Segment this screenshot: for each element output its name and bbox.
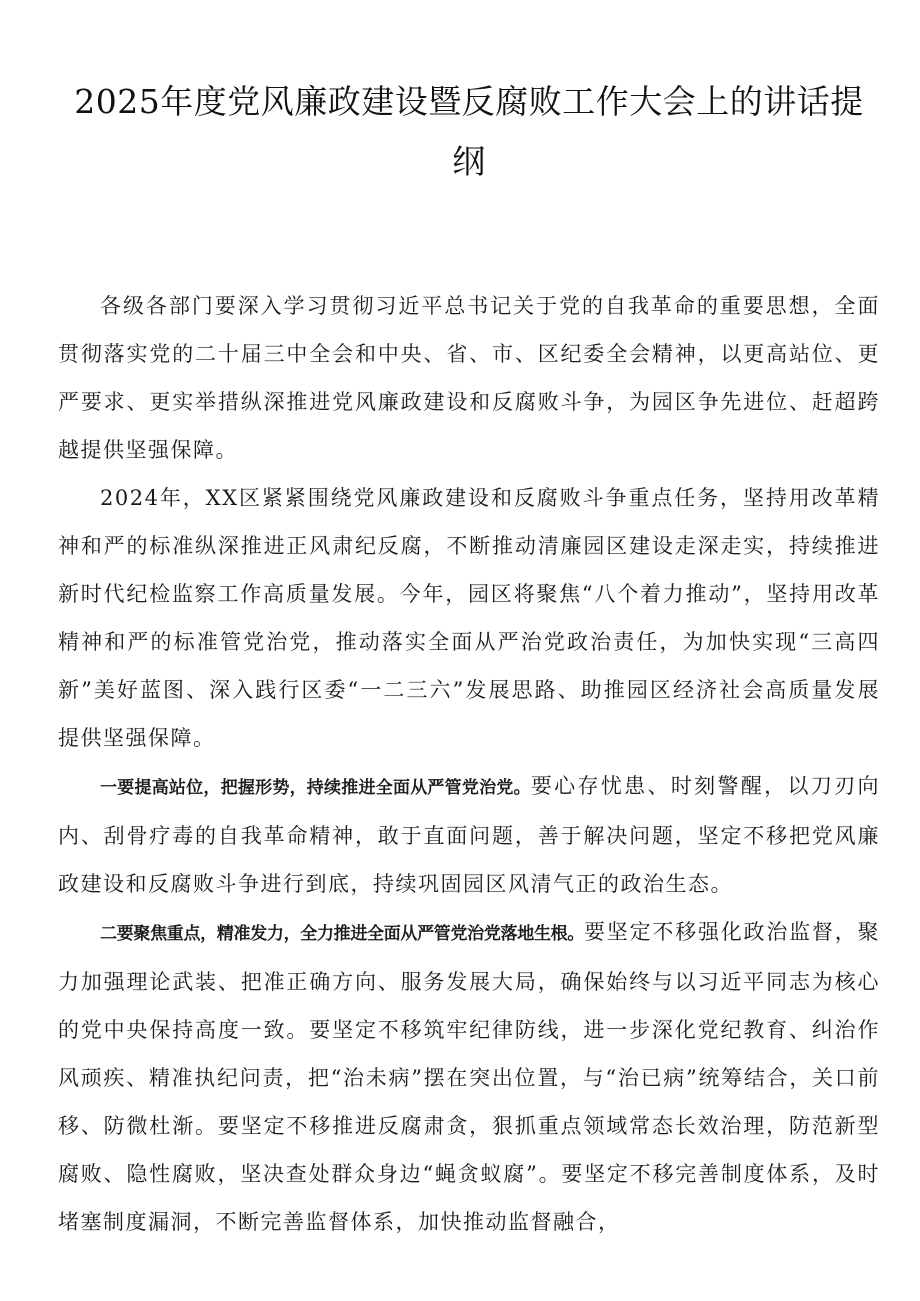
document-page xyxy=(58,72,880,1246)
paragraph-text: 要坚定不移强化政治监督，聚力加强理论武装、把准正确方向、服务发展大局，确保始终与以习近平同志为核心的党中央保持高度一致。要坚定不移筑牢纪律防线，进一步深化党纪教育、纠治作风顽疾、精准执纪问责，把“治未病”摆在突出位置，与“治已病”统筹结合，关口前移、防微杜渐。要坚定不移推进反腐肃贪，狠抓重点领域常态长效治理，防范新型腐败、隐性腐败，坚决查处群众身边“蝇贪蚁腐”。要坚定不移完善制度体系，及时堵塞制度漏洞，不断完善监督体系，加快推动监督融合， xyxy=(58,920,880,1234)
paragraph-intro xyxy=(58,282,880,474)
paragraph-point-two xyxy=(58,908,880,1246)
paragraph-lead-heading: 一要提高站位，把握形势，持续推进全面从严管党治党。 xyxy=(100,778,531,798)
document-body xyxy=(58,282,880,1246)
paragraph-point-one xyxy=(58,762,880,908)
paragraph-lead-heading: 二要聚焦重点，精准发力，全力推进全面从严管党治党落地生根。 xyxy=(100,924,585,944)
paragraph-text: 2024年，XX区紧紧围绕党风廉政建设和反腐败斗争重点任务，坚持用改革精神和严的标准纵深推进正风肃纪反腐，不断推动清廉园区建设走深走实，持续推进新时代纪检监察工作高质量发展。今年，园区将聚焦“八个着力推动”，坚持用改革精神和严的标准管党治党，推动落实全面从严治党政治责任，为加快实现“三高四新”美好蓝图、深入践行区委“一二三六”发展思路、助推园区经济社会高质量发展提供坚强保障。 xyxy=(58,486,880,750)
paragraph-text: 各级各部门要深入学习贯彻习近平总书记关于党的自我革命的重要思想，全面贯彻落实党的二十届三中全会和中央、省、市、区纪委全会精神，以更高站位、更严要求、更实举措纵深推进党风廉政建设和反腐败斗争，为园区争先进位、赶超跨越提供坚强保障。 xyxy=(58,294,880,462)
document-title: 2025年度党风廉政建设暨反腐败工作大会上的讲话提纲 xyxy=(74,82,864,181)
paragraph-2024-review xyxy=(58,474,880,762)
paragraph-text: 要心存忧患、时刻警醒，以刀刃向内、刮骨疗毒的自我革命精神，敢于直面问题，善于解决问题，坚定不移把党风廉政建设和反腐败斗争进行到底，持续巩固园区风清气正的政治生态。 xyxy=(58,774,881,896)
